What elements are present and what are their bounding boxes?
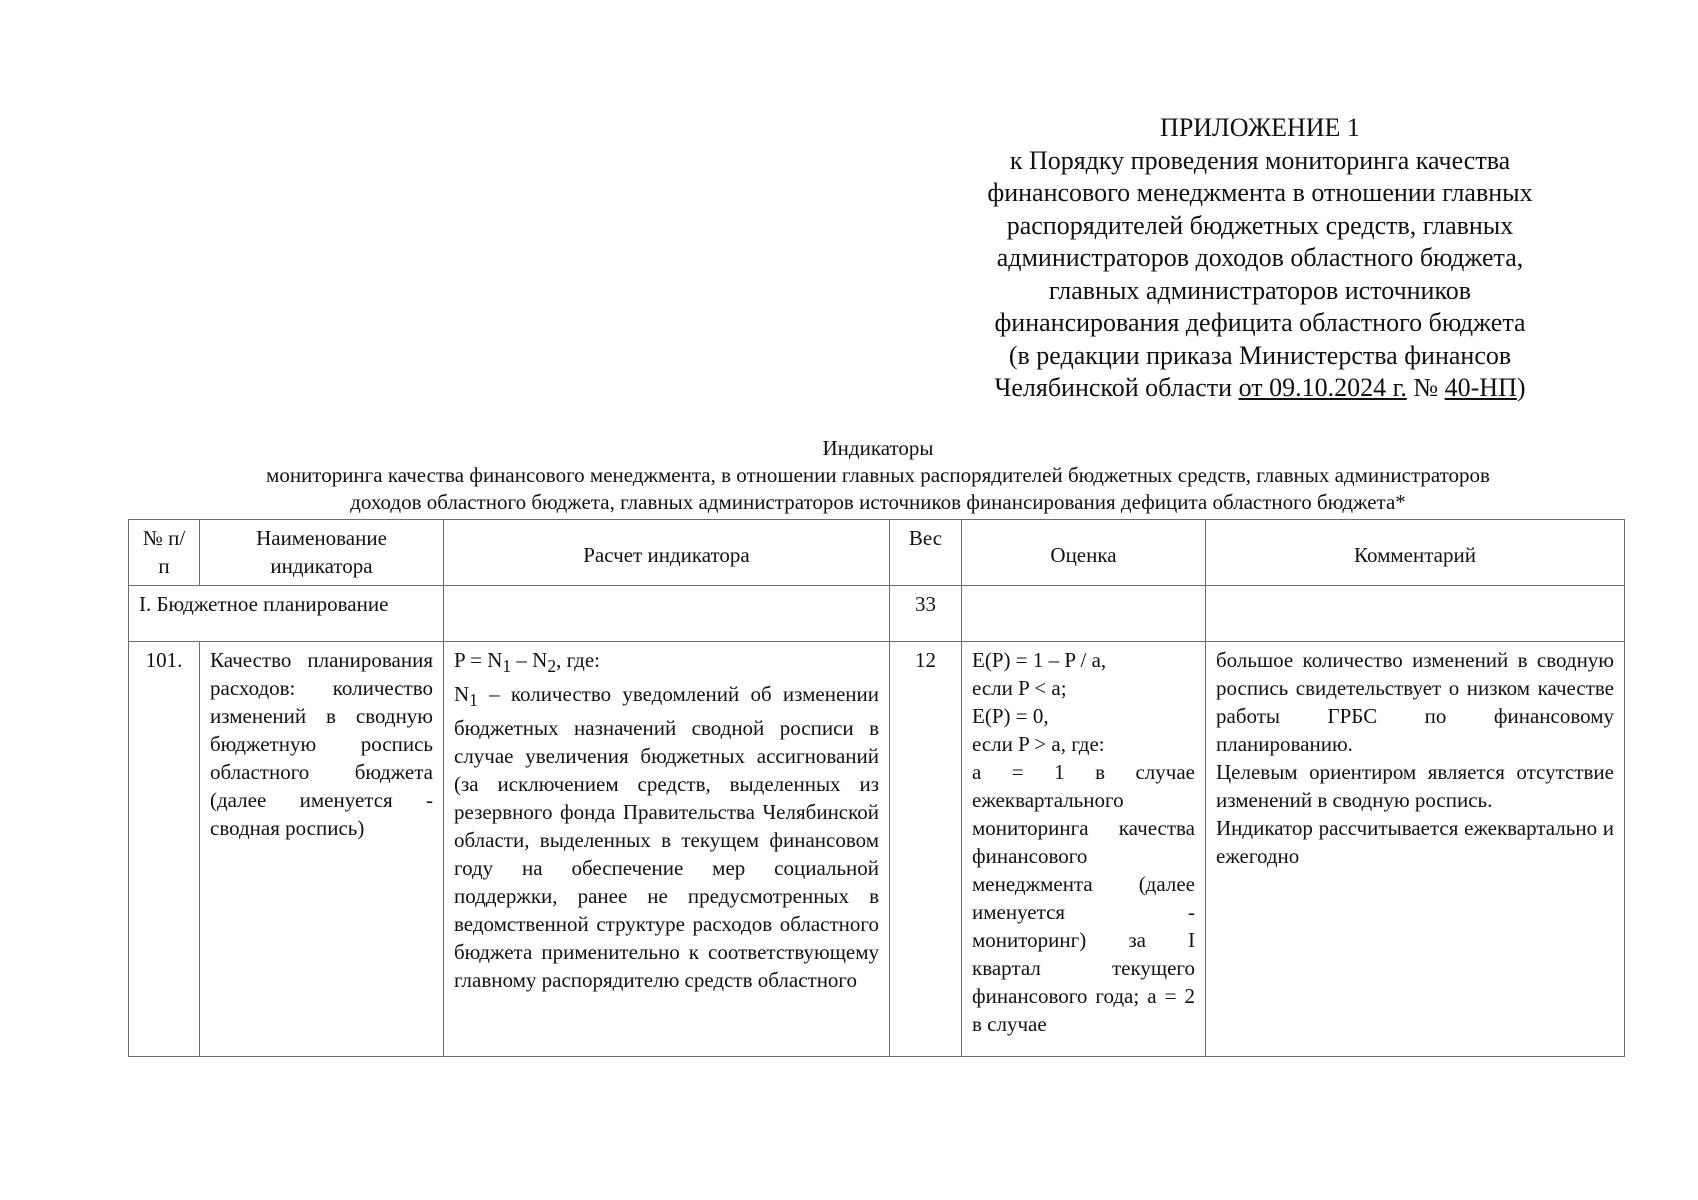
score-text: a = 1 в случае ежеквартального мониторинга качества финансового менеджмента (далее именуется - мониторинг) за I квартал текущего финансового года; a = 2 в случае: [972, 760, 1195, 1036]
row-comment: [1206, 642, 1625, 1057]
score-line: E(P) = 1 – P / a,: [972, 648, 1107, 672]
section-row: [129, 586, 1625, 642]
calc-n1-symbol: N: [454, 682, 470, 707]
comment-paragraph: Индикатор рассчитывается ежеквартально и ежегодно: [1216, 816, 1614, 868]
row-name: [200, 642, 444, 1057]
header-calc: Расчет индикатора: [444, 520, 890, 586]
row-weight: [890, 642, 962, 1057]
order-number: 40-НП: [1444, 373, 1517, 402]
row-num-text: 101.: [145, 648, 183, 672]
row-calc: [444, 642, 890, 1057]
table-header-row: [129, 520, 1625, 586]
heading-line-1: мониторинга качества финансового менеджмента, в отношении главных распорядителей бюджетных средств, главных администраторов: [266, 463, 1490, 487]
row-comment-content: [1216, 646, 1614, 1056]
appendix-last-line: [960, 372, 1560, 405]
appendix-line: финансирования дефицита областного бюджета: [994, 308, 1526, 337]
appendix-line: главных администраторов источников: [1048, 275, 1472, 305]
closing-paren: ): [1516, 373, 1526, 402]
indicators-heading: [128, 435, 1628, 516]
row-name-text: Качество планирования расходов: количество изменений в сводную бюджетную роспись областного бюджета (далее именуется - сводная роспись): [210, 648, 433, 840]
header-comment: Комментарий: [1206, 520, 1625, 586]
calc-formula: [454, 646, 879, 680]
row-score-content: [972, 646, 1195, 1056]
indicators-table: [128, 519, 1625, 1057]
calc-formula-sub2: 2: [547, 656, 557, 677]
order-date: от 09.10.2024 г.: [1238, 373, 1407, 402]
calc-formula-suffix: , где:: [556, 648, 601, 672]
header-name: Наименование индикатора: [200, 520, 444, 586]
appendix-line: финансового менеджмента в отношении главных: [987, 178, 1533, 207]
appendix-line: распорядителей бюджетных средств, главных: [1006, 210, 1514, 240]
table-row: [129, 642, 1625, 1057]
header-weight: Вес: [890, 520, 962, 586]
appendix-title: ПРИЛОЖЕНИЕ 1: [1160, 113, 1360, 142]
row-weight-text: 12: [915, 648, 936, 672]
heading-line-2: доходов областного бюджета, главных администраторов источников финансирования дефицита областного бюджета*: [350, 490, 1406, 514]
score-line: E(P) = 0,: [972, 704, 1049, 728]
heading-title: Индикаторы: [822, 436, 934, 460]
section-calc-empty: [444, 586, 890, 642]
calc-text: – количество уведомлений об изменении бюджетных назначений сводной росписи в случае увеличения бюджетных ассигнований (за исключением средств, выделенных из резервного фонда Правительства Челябинской области, выделенных в текущем финансовом году на обеспечение мер социальной поддержки, ранее не предусмотренных в ведомственной структуре расходов областного бюджета применительно к соответствующему главному распорядителю средств областного: [454, 682, 879, 993]
appendix-line: администраторов доходов областного бюджета,: [996, 243, 1524, 272]
comment-paragraph: Целевым ориентиром является отсутствие изменений в сводную роспись.: [1216, 760, 1614, 812]
section-score-empty: [962, 586, 1206, 642]
appendix-line: (в редакции приказа Министерства финансов: [1008, 340, 1512, 370]
section-comment-empty: [1206, 586, 1625, 642]
header-score: Оценка: [962, 520, 1206, 586]
calc-formula-prefix: P = N: [454, 648, 503, 672]
calc-n1-sub: 1: [469, 690, 478, 711]
calc-formula-sub1: 1: [502, 656, 512, 677]
row-score: [962, 642, 1206, 1057]
section-label: I. Бюджетное планирование: [129, 586, 444, 642]
comment-paragraph: большое количество изменений в сводную роспись свидетельствует о низком качестве работы ГРБС по финансовому планированию.: [1216, 648, 1614, 756]
appendix-header: [960, 112, 1560, 405]
appendix-region: Челябинской области: [994, 373, 1239, 402]
calc-description: [454, 680, 879, 994]
section-weight: 33: [890, 586, 962, 642]
calc-formula-mid: – N: [511, 648, 548, 672]
header-num: № п/п: [129, 520, 200, 586]
score-line: если P < a;: [972, 676, 1067, 700]
number-sign: №: [1413, 373, 1439, 402]
appendix-line: к Порядку проведения мониторинга качества: [1009, 145, 1511, 175]
score-line: если P > a, где:: [972, 732, 1105, 756]
row-num: [129, 642, 200, 1057]
row-calc-content: [454, 646, 879, 1056]
